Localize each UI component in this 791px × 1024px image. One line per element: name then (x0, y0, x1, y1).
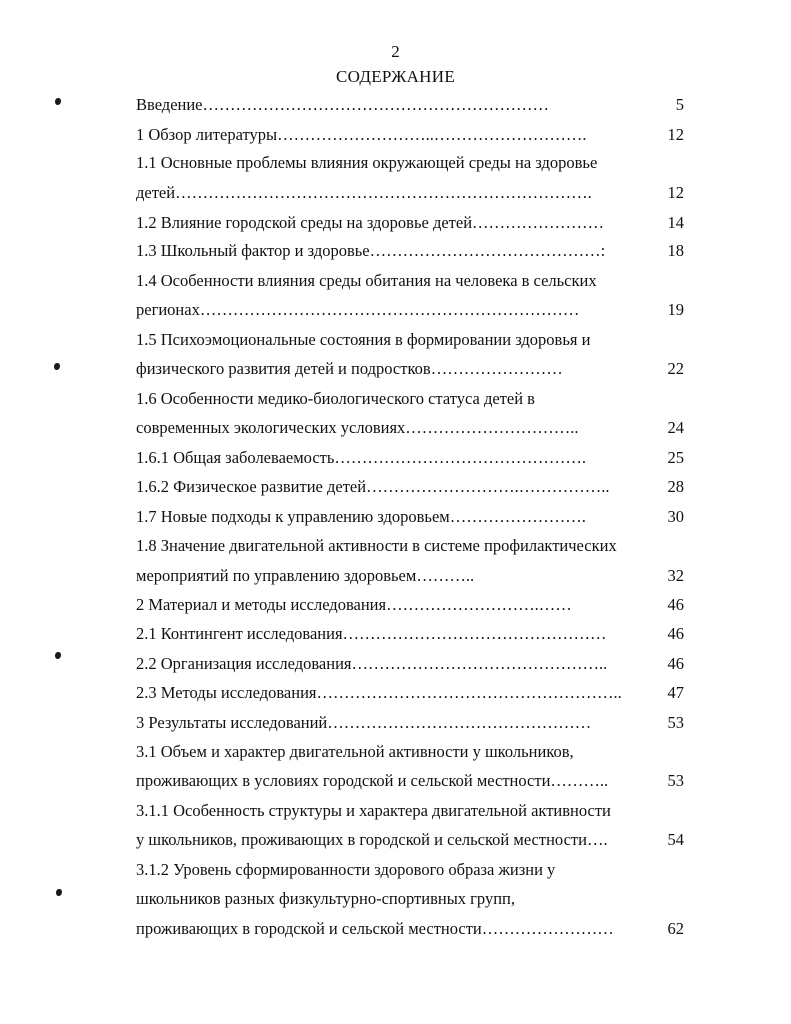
toc-entry-text: 1.6.1 Общая заболеваемость (136, 448, 335, 467)
toc-entry-text: современных экологических условиях (136, 418, 406, 437)
dot-leader: ………………………..………………………. (277, 125, 587, 144)
dot-leader: ……………………………………: (369, 241, 606, 260)
toc-entry-1-7 (136, 506, 636, 528)
toc-page-number: 12 (667, 125, 684, 144)
toc-entry-text: 1.2 Влияние городской среды на здоровье детей (136, 213, 473, 232)
toc-entry-1-1-cont (136, 182, 636, 204)
toc-entry-2 (136, 594, 636, 616)
toc-entry-1-1 (136, 152, 636, 174)
dot-leader: ……….. (550, 771, 609, 790)
toc-page-number: 47 (667, 683, 684, 702)
toc-entry-text: детей (136, 183, 176, 202)
toc-entry-1-6-2 (136, 476, 636, 498)
toc-entry-text: 1.1 Основные проблемы влияния окружающей среды на здоровье (136, 153, 598, 172)
scan-artifact-dot (55, 98, 61, 105)
toc-entry-text: 1.5 Психоэмоциональные состояния в формировании здоровья и (136, 330, 591, 349)
toc-entry-text: 2.1 Контингент исследования (136, 624, 343, 643)
toc-entry-text: физического развития детей и подростков (136, 359, 431, 378)
toc-entry-text: 2.2 Организация исследования (136, 654, 352, 673)
toc-entry-3-1-2-cont2 (136, 918, 636, 940)
dot-leader: ……………………………………………….. (316, 683, 622, 702)
toc-entry-1-3 (136, 240, 636, 262)
toc-entry-text: 3.1.2 Уровень сформированности здорового образа жизни у (136, 860, 556, 879)
page-number: 2 (391, 42, 400, 61)
toc-entry-1-5-cont (136, 358, 636, 380)
dot-leader: ………………………………………… (342, 624, 607, 643)
dot-leader: …………………… (430, 359, 563, 378)
toc-entry-3-1-2-cont1 (136, 888, 636, 910)
toc-page-number: 18 (667, 241, 684, 260)
toc-entry-1-8-cont (136, 565, 636, 587)
toc-entry-text: 1.8 Значение двигательной активности в системе профилактических (136, 536, 617, 555)
dot-leader: …………………………………………………………… (199, 300, 580, 319)
toc-entry-text: проживающих в городской и сельской местности (136, 919, 482, 938)
toc-entry-1-4-cont (136, 299, 636, 321)
toc-entry-text: 2.3 Методы исследования (136, 683, 317, 702)
toc-entry-text: 3.1.1 Особенность структуры и характера двигательной активности (136, 801, 611, 820)
dot-leader: …………………… (481, 919, 614, 938)
toc-entry-text: 1.6.2 Физическое развитие детей (136, 477, 367, 496)
scan-artifact-dot (56, 889, 62, 896)
toc-entry-text: 1.7 Новые подходы к управлению здоровьем (136, 507, 450, 526)
toc-entry-3-1-cont (136, 770, 636, 792)
toc-entry-text: 1.4 Особенности влияния среды обитания на человека в сельских (136, 271, 597, 290)
toc-page-number: 19 (667, 300, 684, 319)
toc-entry-text: 3.1 Объем и характер двигательной активности у школьников, (136, 742, 574, 761)
toc-entry-1-8 (136, 535, 636, 557)
dot-leader: …. (586, 830, 608, 849)
toc-entry-1 (136, 124, 636, 146)
toc-entry-text: 1.6 Особенности медико-биологического статуса детей в (136, 389, 535, 408)
toc-page-number: 46 (667, 654, 684, 673)
toc-entry-text: регионах (136, 300, 200, 319)
dot-leader: ……………………………………………………… (202, 95, 550, 114)
toc-page-number: 25 (667, 448, 684, 467)
toc-page-number: 30 (667, 507, 684, 526)
toc-page-number: 5 (675, 95, 684, 114)
toc-page-number: 24 (667, 418, 684, 437)
toc-entry-1-6-cont (136, 417, 636, 439)
toc-entry-text: 2 Материал и методы исследования (136, 595, 387, 614)
toc-entry-2-1 (136, 623, 636, 645)
toc-page-number: 46 (667, 595, 684, 614)
dot-leader: ………………………………………… (327, 713, 592, 732)
toc-page-number: 28 (667, 477, 684, 496)
toc-entry-1-4 (136, 270, 636, 292)
toc-entry-text: 1 Обзор литературы (136, 125, 278, 144)
toc-entry-1-6-1 (136, 447, 636, 469)
toc-page-number: 32 (667, 566, 684, 585)
toc-entry-3-1-2 (136, 859, 636, 881)
toc-entry-text: школьников разных физкультурно-спортивных групп, (136, 889, 516, 908)
toc-entry-1-2 (136, 212, 636, 234)
toc-entry-2-2 (136, 653, 636, 675)
toc-entry-text: Введение (136, 95, 203, 114)
toc-entry-3 (136, 712, 636, 734)
toc-page-number: 46 (667, 624, 684, 643)
toc-page-number: 53 (667, 713, 684, 732)
dot-leader: ……………………….…………….. (366, 477, 610, 496)
toc-entry-3-1 (136, 741, 636, 763)
toc-page-number: 54 (667, 830, 684, 849)
scan-artifact-dot (55, 652, 61, 659)
scan-artifact-dot (54, 363, 60, 370)
toc-entry-1-5 (136, 329, 636, 351)
toc-entry-text: проживающих в условиях городской и сельской местности (136, 771, 551, 790)
toc-entry-1-6 (136, 388, 636, 410)
toc-entry-3-1-1 (136, 800, 636, 822)
toc-entry-text: у школьников, проживающих в городской и сельской местности (136, 830, 587, 849)
toc-entry-text: мероприятий по управлению здоровьем (136, 566, 417, 585)
toc-page-number: 14 (667, 213, 684, 232)
toc-page-number: 53 (667, 771, 684, 790)
toc-entry-intro (136, 94, 636, 116)
toc-page-number: 62 (667, 919, 684, 938)
dot-leader: ……………………………………….. (351, 654, 608, 673)
dot-leader: …………………………………………………………………. (175, 183, 592, 202)
dot-leader: …………………… (472, 213, 605, 232)
dot-leader: ……….. (416, 566, 475, 585)
toc-page-number: 22 (667, 359, 684, 378)
toc-page-number: 12 (667, 183, 684, 202)
dot-leader: ……………………. (449, 507, 586, 526)
page-title: СОДЕРЖАНИЕ (335, 67, 456, 86)
dot-leader: ……………………….…… (386, 595, 572, 614)
dot-leader: ………………………….. (405, 418, 579, 437)
toc-entry-text: 1.3 Школьный фактор и здоровье (136, 241, 370, 260)
toc-entry-2-3 (136, 682, 636, 704)
toc-entry-3-1-1-cont (136, 829, 636, 851)
dot-leader: ………………………………………. (334, 448, 587, 467)
toc-entry-text: 3 Результаты исследований (136, 713, 328, 732)
